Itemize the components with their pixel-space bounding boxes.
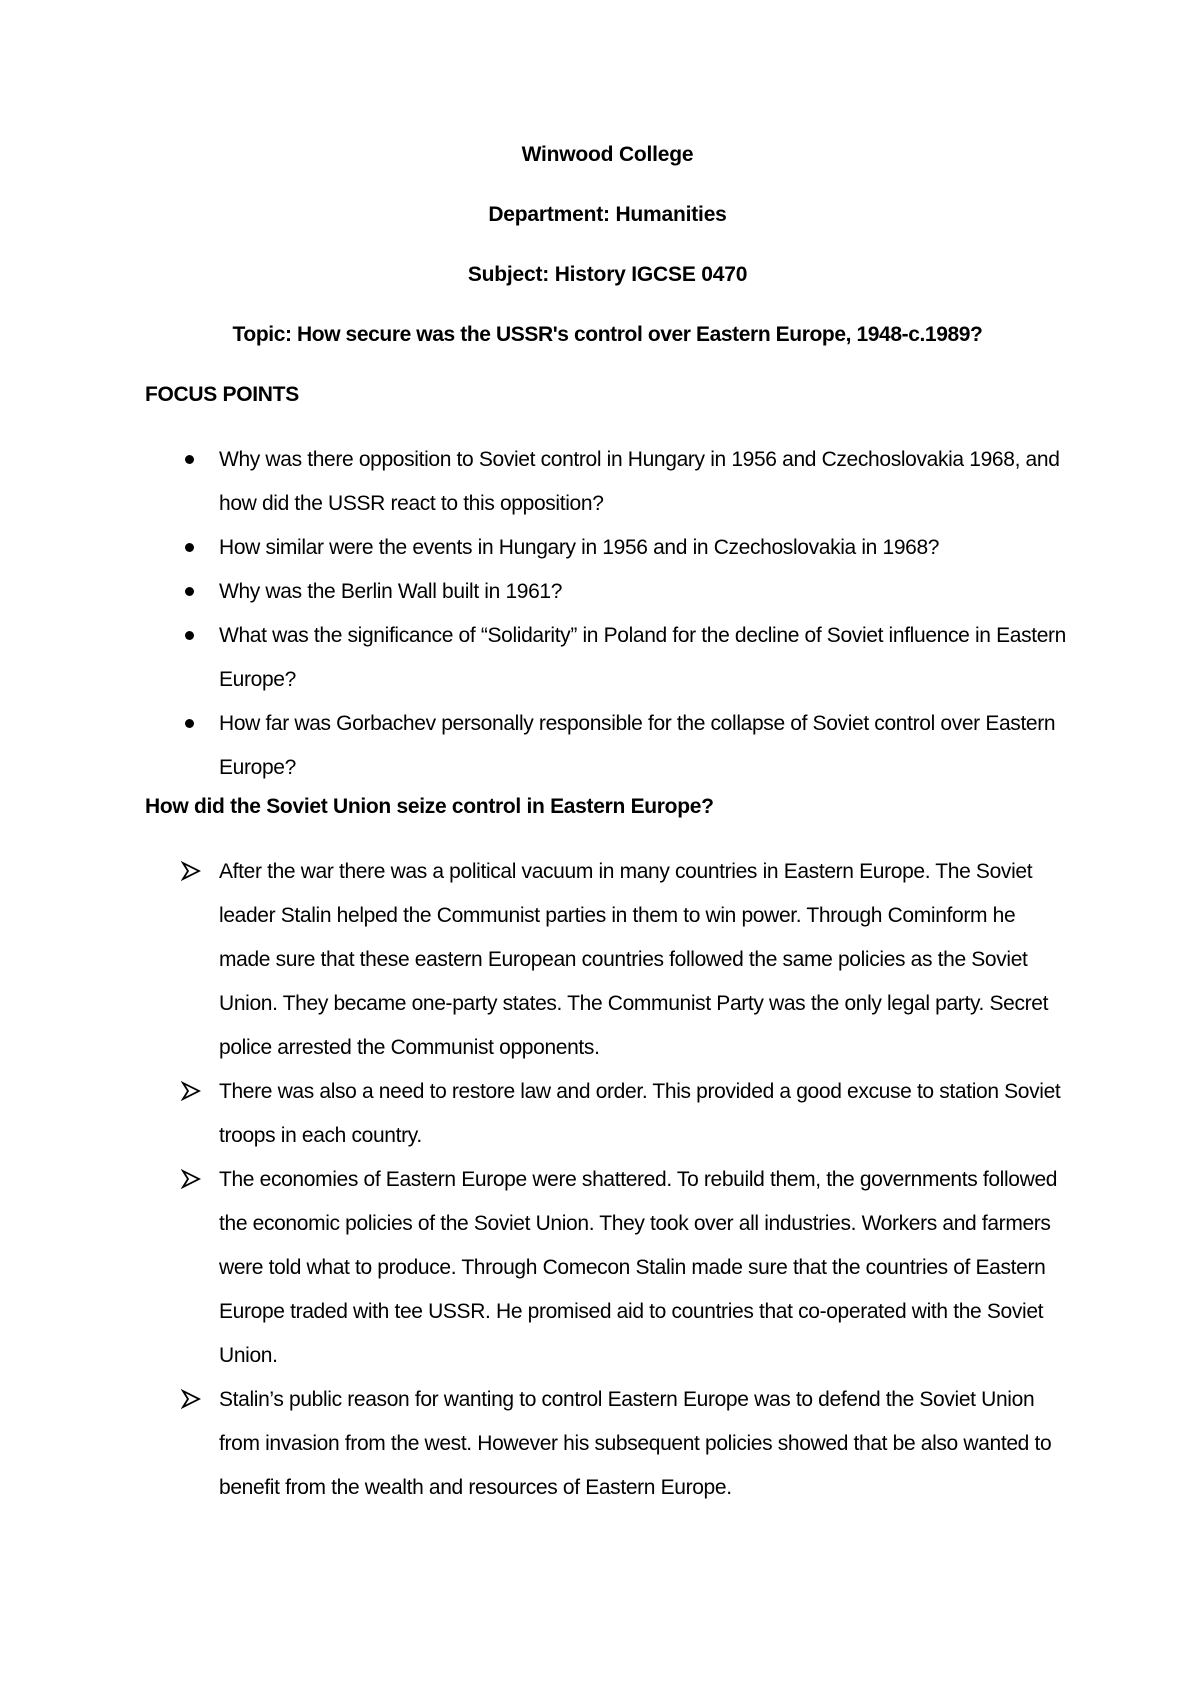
- department-line: Department: Humanities: [488, 203, 727, 226]
- paragraph-text: The economies of Eastern Europe were shattered. To rebuild them, the governments followed the economic policies of the Soviet Union. They took over all industries. Workers and farmers were told what to produce. Through Comecon Stalin made sure that the countries of Eastern Europe traded with tee USSR. He promised aid to countries that co-operated with the Soviet Union.: [219, 1168, 1058, 1367]
- arrow-bullet-icon: [181, 1389, 201, 1409]
- focus-points-heading: FOCUS POINTS: [145, 383, 299, 406]
- focus-point-text: Why was the Berlin Wall built in 1961?: [219, 580, 563, 603]
- paragraph-text: After the war there was a political vacuum in many countries in Eastern Europe. The Soviet leader Stalin helped the Communist parties in them to win power. Through Cominform he made sure that these eastern European countries followed the same policies as the Soviet Union. They became one-party states. The Communist Party was the only legal party. Secret police arrested the Communist opponents.: [219, 860, 1049, 1059]
- focus-point-text: What was the significance of “Solidarity” in Poland for the decline of Soviet influence in Eastern Europe?: [219, 624, 1067, 691]
- bullet-dot-icon: [185, 543, 194, 552]
- list-item: [145, 1158, 1070, 1378]
- focus-point-text: How similar were the events in Hungary in 1956 and in Czechoslovakia in 1968?: [219, 536, 940, 559]
- list-item: [145, 570, 1070, 614]
- list-item: [145, 1070, 1070, 1158]
- paragraph-text: Stalin’s public reason for wanting to control Eastern Europe was to defend the Soviet Union from invasion from the west. However his subsequent policies showed that be also wanted to benefit from the wealth and resources of Eastern Europe.: [219, 1388, 1052, 1499]
- seize-control-heading: How did the Soviet Union seize control in Eastern Europe?: [145, 795, 714, 818]
- arrow-bullet-icon: [181, 1169, 201, 1189]
- college-name: Winwood College: [521, 143, 694, 166]
- list-item: [145, 526, 1070, 570]
- arrow-bullet-icon: [181, 1081, 201, 1101]
- bullet-dot-icon: [185, 455, 194, 464]
- bullet-dot-icon: [185, 719, 194, 728]
- list-item: [145, 614, 1070, 702]
- focus-point-text: Why was there opposition to Soviet control in Hungary in 1956 and Czechoslovakia 1968, and how did the USSR react to this opposition?: [219, 448, 1060, 515]
- bullet-dot-icon: [185, 587, 194, 596]
- list-item: [145, 1378, 1070, 1510]
- list-item: [145, 702, 1070, 790]
- subject-line: Subject: History IGCSE 0470: [467, 263, 748, 286]
- focus-point-text: How far was Gorbachev personally responsible for the collapse of Soviet control over Eastern Europe?: [219, 712, 1056, 779]
- list-item: [145, 850, 1070, 1070]
- list-item: [145, 438, 1070, 526]
- arrow-bullet-icon: [181, 861, 201, 881]
- topic-line: Topic: How secure was the USSR's control over Eastern Europe, 1948-c.1989?: [232, 323, 983, 346]
- paragraph-text: There was also a need to restore law and order. This provided a good excuse to station Soviet troops in each country.: [219, 1080, 1061, 1147]
- seize-control-list: [145, 850, 1070, 1510]
- focus-points-list: [145, 438, 1070, 790]
- bullet-dot-icon: [185, 631, 194, 640]
